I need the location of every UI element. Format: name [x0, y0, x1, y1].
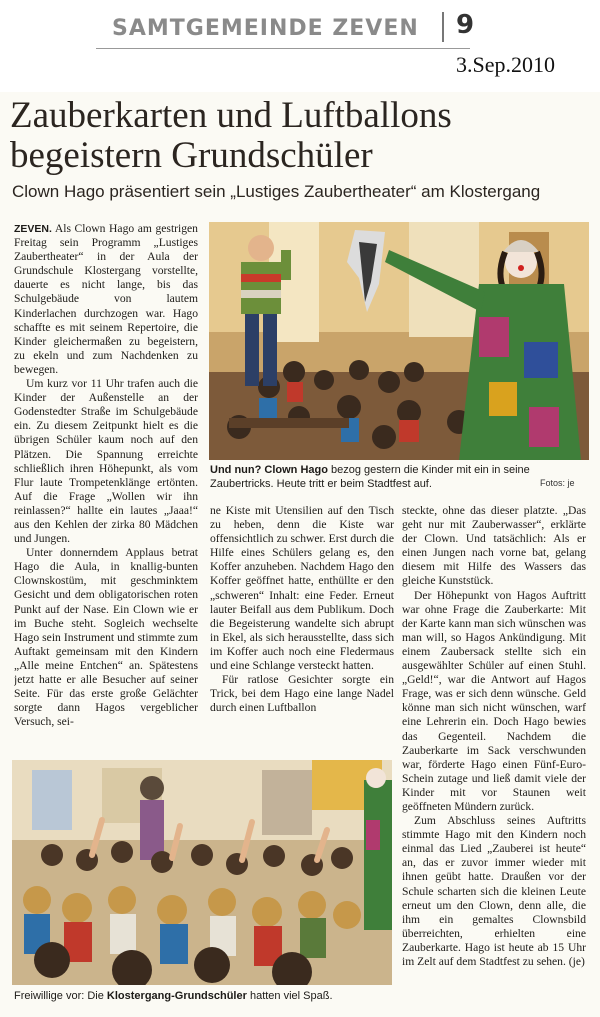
paragraph: ZEVEN. Als Clown Hago am gestrigen Freitag sein Programm „Lustiges Zaubertheater“ in der Aula der Grundschule Klostergang vorstellte, dauerte es nicht lange, bis das Schulgebäude von lautem Kinderlachen durchzogen war. Hago schaffte es mit seinem Repertoire, die Kinder gleichermaßen zu begeistern, zu ekeln und zum Nachdenken zu bewegen. — [14, 222, 198, 376]
dateline: ZEVEN. — [14, 223, 52, 235]
article-column-2 — [210, 504, 394, 740]
header-rule — [96, 48, 470, 49]
header-separator — [442, 12, 444, 42]
page-number: 9 — [456, 10, 475, 40]
publication-date: 3.Sep.2010 — [456, 52, 555, 77]
photo-credit: Fotos: je — [540, 478, 575, 488]
paragraph: Um kurz vor 11 Uhr trafen auch die Kinder der Außenstelle an der Godenstedter Straße im Schulgebäude ein. Zu diesem Zeitpunkt hielt es die übrigen Schüler kaum noch auf den Plätzen. Die Spannung erreichte schließlich ihren Höhepunkt, als vom Flur laute Trompetenklänge ertönten. Auf die Frage „Wollen wir ihn reinlassen?“ hallte ein lautes „Jaaa!“ aus den Kehlen der zirka 80 Mädchen und Jungen. — [14, 377, 198, 546]
photo-2-caption: Freiwillige vor: Die Klostergang-Grundschüler hatten viel Spaß. — [14, 990, 333, 1002]
photo-1-caption: Und nun? Clown Hago bezog gestern die Kinder mit ein in seine Zaubertricks. Heute tritt er beim Stadtfest auf. — [210, 464, 530, 490]
paragraph: Für ratlose Gesichter sorgte ein Trick, bei dem Hago eine lange Nadel durch einen Luftballon — [210, 673, 394, 715]
page-header — [0, 0, 600, 92]
audience-photo — [12, 760, 392, 985]
headline-line-1: Zauberkarten und Luftballons — [10, 95, 452, 136]
clown-photo — [209, 222, 589, 460]
article-subhead: Clown Hago präsentiert sein „Lustiges Zaubertheater“ am Klostergang — [12, 182, 541, 201]
paragraph: steckte, ohne das dieser platzte. „Das geht nur mit Zauberwasser“, erklärte der Clown. Und tatsächlich: Als er einen Jungen nach vorne bat, gelang diesem mit Hilfe des Wassers das gleiche Kunststück. — [402, 504, 586, 588]
paragraph: Der Höhepunkt von Hagos Auftritt war ohne Frage die Zauberkarte: Mit der Karte kann man sich wünschen was man will, so Hagos Ankündigung. Mit einem Zaubersack stellte sich ein ausgewählter Schüler auf einen Stuhl. „Geld!“, war die Antwort auf Hagos Frage, was er sich denn wünsche. Geld könne man sich nicht wünschen, warf eine Lehrerin ein. Doch Hago bewies das Gegenteil. Nachdem die Zauberkarte im Sack verschwunden war, förderte Hago einen Fünf-Euro-Schein zutage und ließ damit viele der Kinder mit vor Staunen weit geöffneten Mündern zurück. — [402, 588, 586, 813]
paragraph: Unter donnerndem Applaus betrat Hago die Aula, in knallig-bunten Clownskostüm, mit geschminktem Gesicht und dem obligatorischen roten Punkt auf der Nase. Ein Clown wie er im Buche steht. Sogleich wechselte Hago sein Instrument und stimmte zum Auftakt gemeinsam mit den Kindern „Alle meine Entchen“ an. Spätestens jetzt hatte er alle Besucher auf seiner Seite. Für das erste große Gelächter sorgte dann Hagos vergeblicher Versuch, sei- — [14, 546, 198, 729]
article-headline — [10, 96, 590, 176]
paragraph: Zum Abschluss seines Auftritts stimmte Hago mit den Kindern noch einmal das Lied „Zauberei ist heute“ an, das er zuvor immer wieder mit ihnen geübt hatte. Draußen vor der Schule scharten sich die kleinen Leute erneut um den Clown, denn alle, die ihm ein gemaltes Clownsbild überreichten, erhielten eine Zauberkarte. Hago ist heute ab 15 Uhr im Zelt auf dem Stadtfest zu sehen. (je) — [402, 814, 586, 968]
article-column-3 — [402, 504, 586, 1004]
article-column-1 — [14, 222, 198, 740]
headline-line-2: begeistern Grundschüler — [10, 135, 373, 176]
section-title: SAMTGEMEINDE ZEVEN — [112, 16, 419, 41]
paragraph: ne Kiste mit Utensilien auf den Tisch zu heben, denn die Kiste war offensichtlich zu schwer. Erst durch die Hilfe eines Schülers gelang es, den Koffer anzuheben. Nachdem Hago den Koffer geöffnet hatte, enthüllte er den „schweren“ Inhalt: eine Feder. Erneut lauter Beifall aus dem Publikum. Doch die Begeisterung wandelte sich abrupt in Ekel, als sich herausstellte, dass sich im Koffer auch noch eine Fledermaus und eine Schlange versteckt hatten. — [210, 504, 394, 673]
